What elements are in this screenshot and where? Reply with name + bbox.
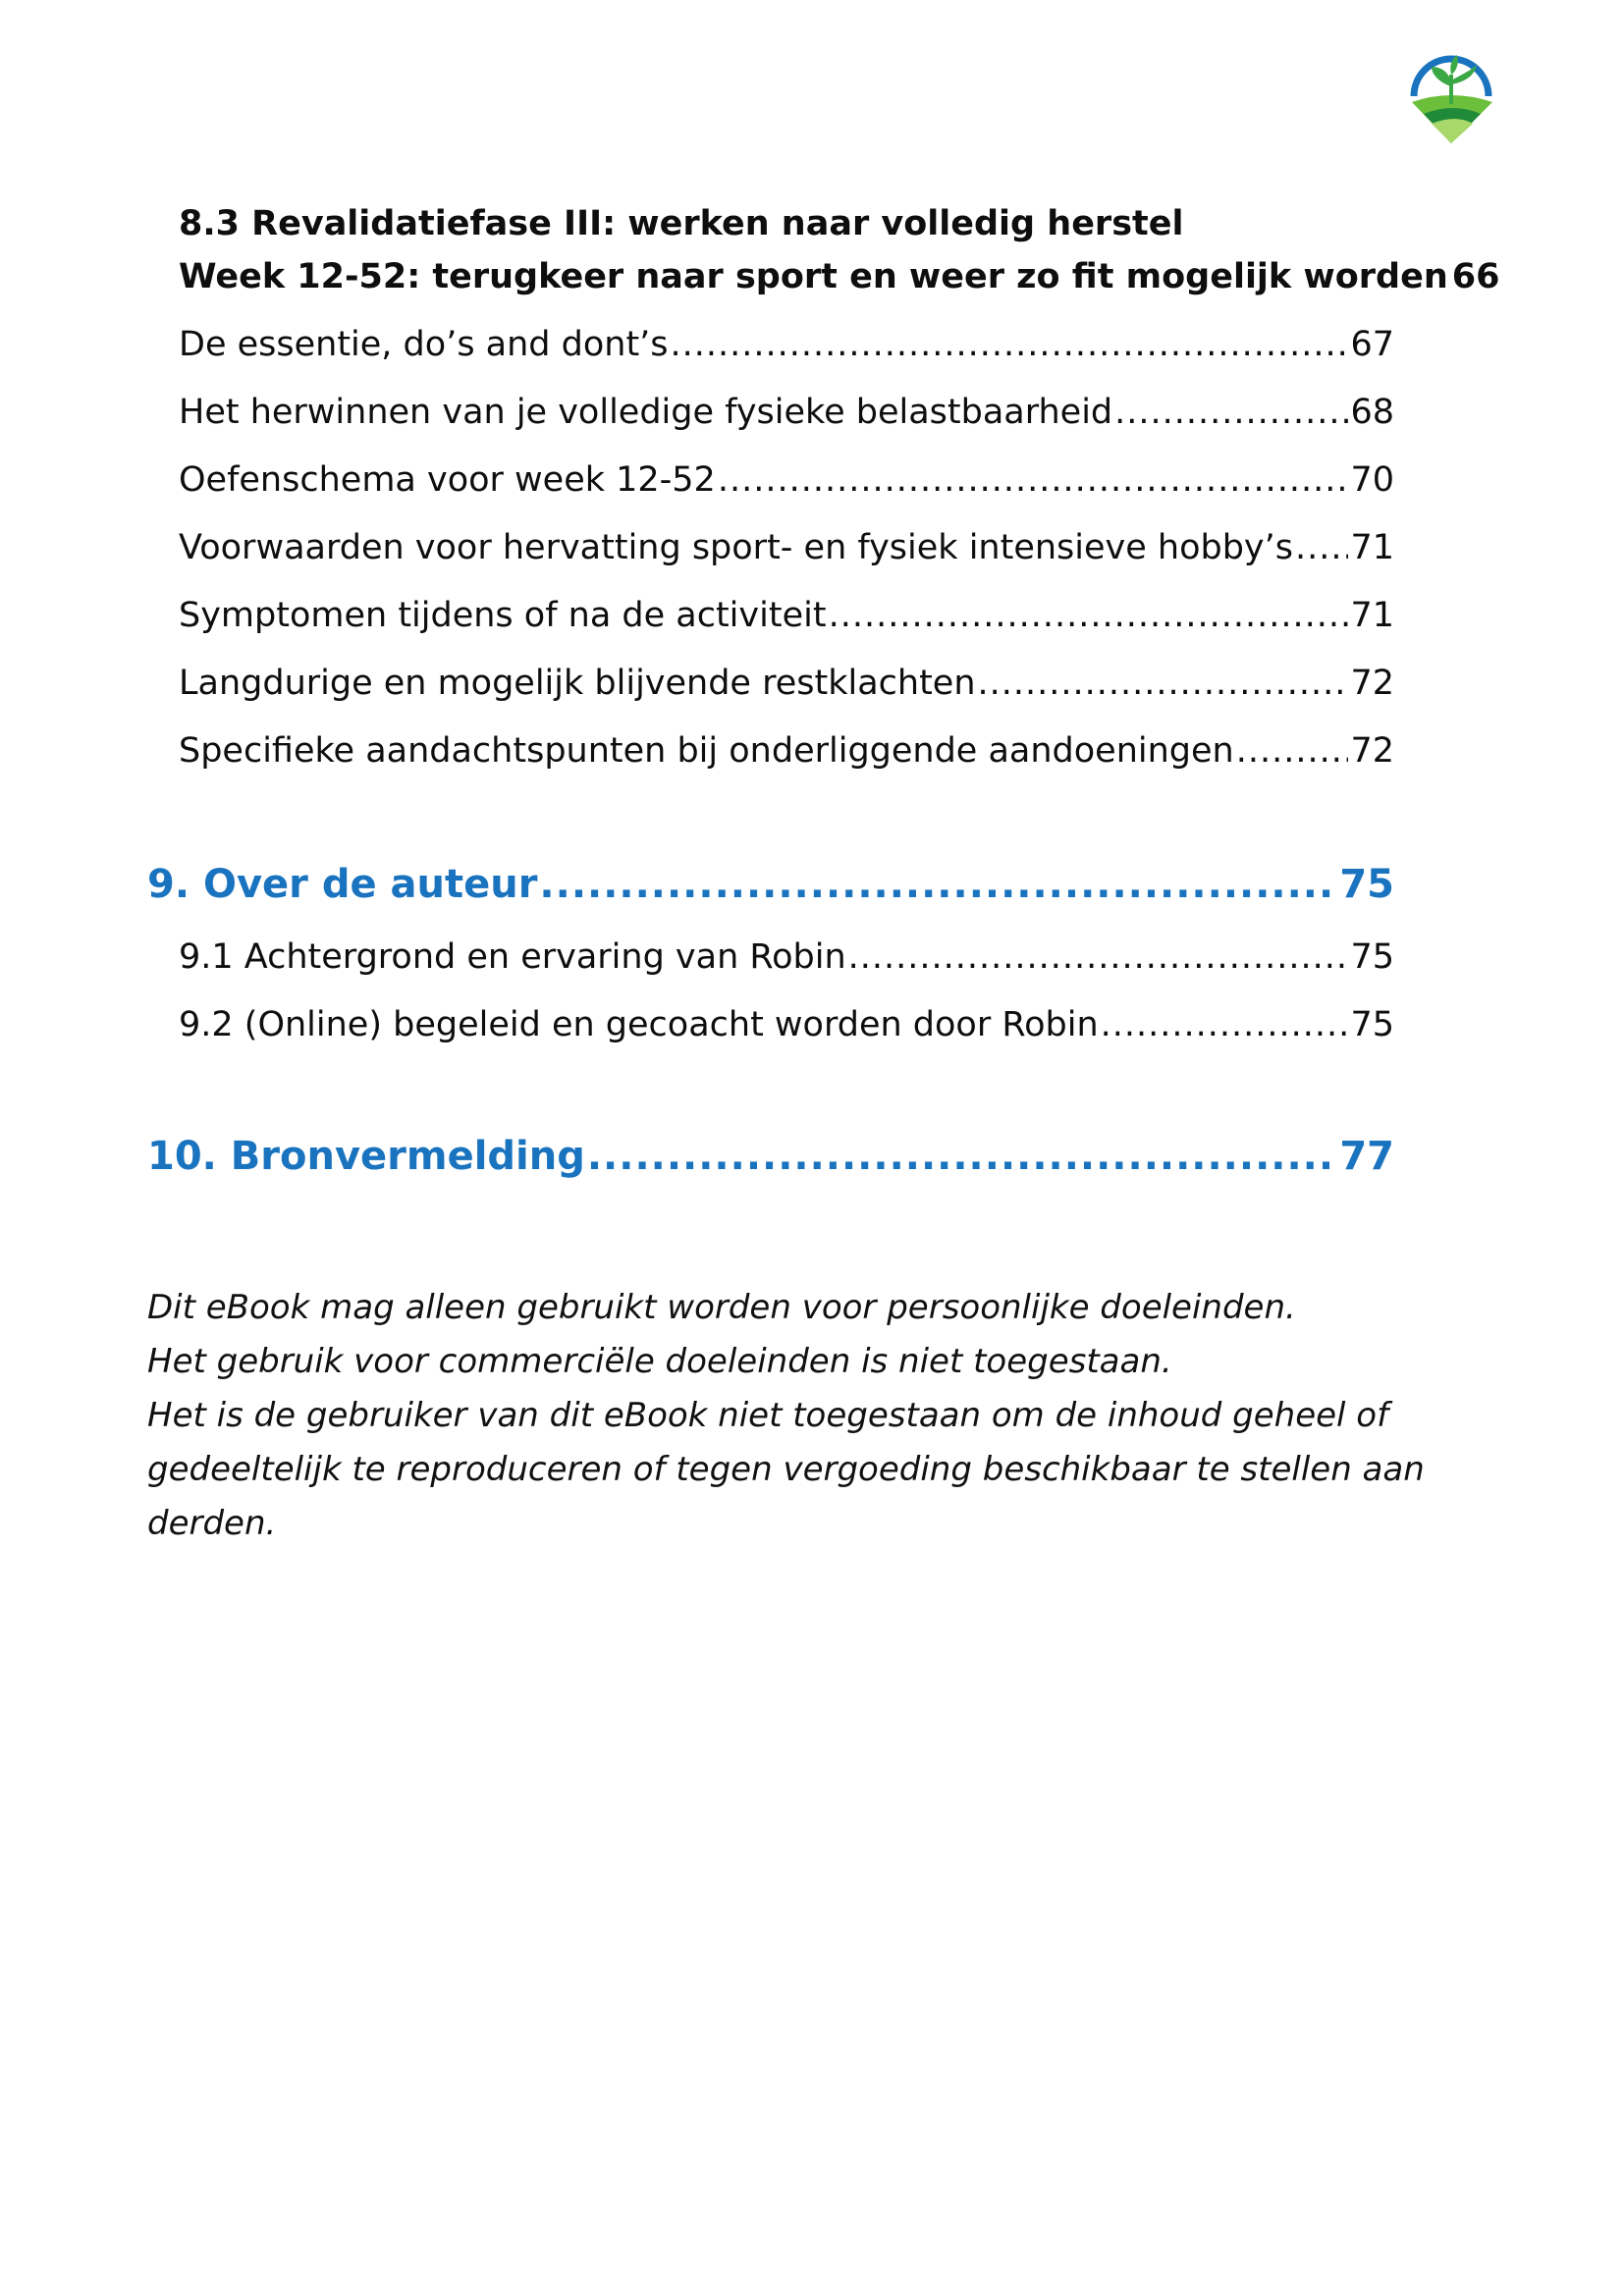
toc-entry-page: 75 bbox=[1350, 1005, 1394, 1044]
leader-dots bbox=[1114, 393, 1348, 432]
leader-dots bbox=[718, 460, 1349, 500]
toc-entry-page: 72 bbox=[1350, 731, 1394, 771]
leader-dots bbox=[1295, 528, 1348, 567]
leader-dots bbox=[1236, 731, 1349, 771]
toc-entry-title: 9.1 Achtergrond en ervaring van Robin bbox=[179, 937, 846, 977]
leader-dots bbox=[587, 1134, 1337, 1179]
toc-entry-page: 71 bbox=[1350, 596, 1394, 635]
disclaimer-line: Dit eBook mag alleen gebruikt worden voor persoonlijke doeleinden. bbox=[147, 1288, 1296, 1327]
leader-dots bbox=[978, 664, 1349, 703]
toc-entry-page: 71 bbox=[1350, 528, 1394, 567]
toc-entry-page: 68 bbox=[1350, 393, 1394, 432]
disclaimer-line: gedeeltelijk te reproduceren of tegen vergoeding beschikbaar te stellen aan bbox=[147, 1450, 1425, 1489]
toc-chapter-title: 9. Over de auteur bbox=[147, 862, 538, 907]
toc-chapter-page: 77 bbox=[1339, 1134, 1394, 1179]
leader-dots bbox=[848, 937, 1349, 977]
toc-entry[interactable] bbox=[179, 664, 1394, 703]
toc-entry[interactable] bbox=[179, 731, 1394, 771]
toc-entry-page: 67 bbox=[1350, 325, 1394, 364]
toc-entry[interactable] bbox=[179, 937, 1394, 977]
disclaimer-line: derden. bbox=[147, 1504, 277, 1543]
toc-entry-title: Het herwinnen van je volledige fysieke belastbaarheid bbox=[179, 393, 1113, 432]
disclaimer-line: Het is de gebruiker van dit eBook niet toegestaan om de inhoud geheel of bbox=[147, 1396, 1389, 1435]
toc-chapter-entry[interactable] bbox=[147, 862, 1394, 907]
toc-entry-title: 9.2 (Online) begeleid en gecoacht worden door Robin bbox=[179, 1005, 1099, 1044]
toc-entry-title: Voorwaarden voor hervatting sport- en fysiek intensieve hobby’s bbox=[179, 528, 1294, 567]
sprout-field-logo bbox=[1402, 45, 1500, 147]
toc-entry-page: 72 bbox=[1350, 664, 1394, 703]
toc-entry-title: Symptomen tijdens of na de activiteit bbox=[179, 596, 827, 635]
toc-entry[interactable] bbox=[179, 257, 1500, 296]
leader-dots bbox=[539, 862, 1337, 907]
toc-entry-title: Specifieke aandachtspunten bij onderliggende aandoeningen bbox=[179, 731, 1234, 771]
toc-entry-page: 70 bbox=[1350, 460, 1394, 500]
usage-disclaimer bbox=[147, 1281, 1425, 1551]
leader-dots bbox=[1101, 1005, 1349, 1044]
leader-dots bbox=[829, 596, 1349, 635]
toc-entry-title: Oefenschema voor week 12-52 bbox=[179, 460, 716, 500]
toc-chapter-page: 75 bbox=[1339, 862, 1394, 907]
toc-entry[interactable] bbox=[179, 596, 1394, 635]
toc-entry-page: 75 bbox=[1350, 937, 1394, 977]
toc-entry-title: De essentie, do’s and dont’s bbox=[179, 325, 669, 364]
toc-entry[interactable] bbox=[179, 393, 1394, 432]
toc-entry[interactable] bbox=[179, 528, 1394, 567]
toc-entry-page: 66 bbox=[1451, 257, 1500, 296]
toc-chapter-entry[interactable] bbox=[147, 1134, 1394, 1179]
toc-entry[interactable] bbox=[179, 460, 1394, 500]
disclaimer-line: Het gebruik voor commerciële doeleinden is niet toegestaan. bbox=[147, 1342, 1172, 1381]
toc-entry[interactable] bbox=[179, 325, 1394, 364]
toc-entry-title: Langdurige en mogelijk blijvende restklachten bbox=[179, 664, 976, 703]
toc-chapter-title: 10. Bronvermelding bbox=[147, 1134, 585, 1179]
leader-dots bbox=[671, 325, 1349, 364]
toc-entry[interactable] bbox=[179, 1005, 1394, 1044]
toc-section-heading: 8.3 Revalidatiefase III: werken naar volledig herstel bbox=[179, 204, 1184, 243]
toc-entry-title: Week 12-52: terugkeer naar sport en weer zo fit mogelijk worden bbox=[179, 257, 1448, 296]
